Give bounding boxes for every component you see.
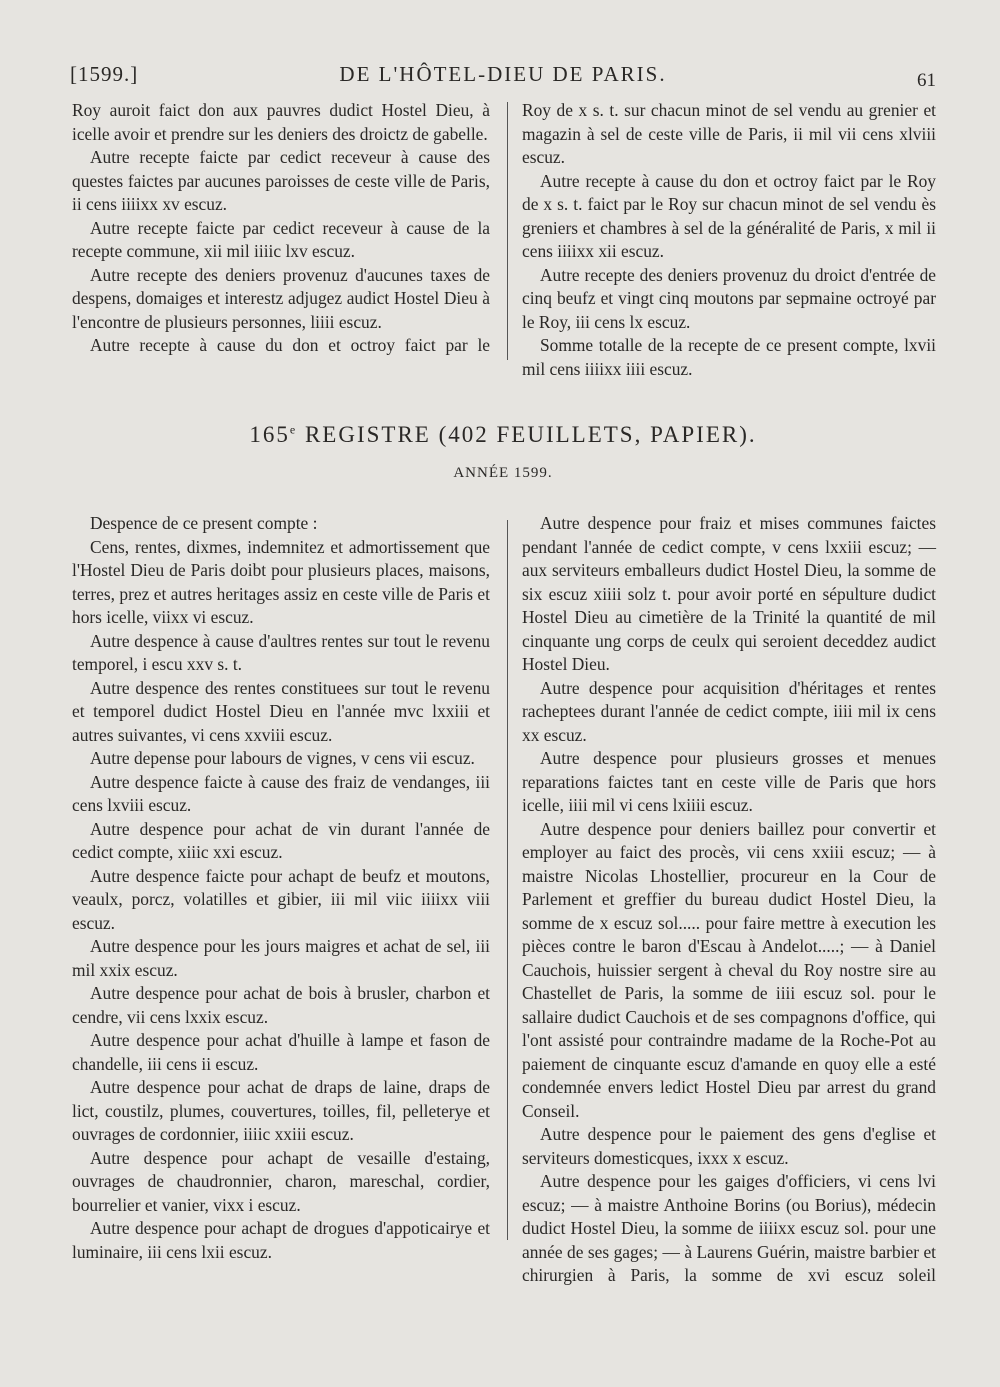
paragraph: Autre despence pour achat de bois à brusler, charbon et cendre, vii cens lxxix escuz. — [72, 983, 490, 1027]
paragraph: Autre recepte faicte par cedict receveur à cause des questes faictes par aucunes paroisses de ceste ville de Paris, ii cens iiiixx xv escuz. — [72, 147, 490, 214]
paragraph: Autre despence des rentes constituees sur tout le revenu et temporel dudict Hostel Dieu en l'année mvc lxxiii et autres suivantes, vi cens xxviii escuz. — [72, 677, 490, 745]
paragraph: Autre recepte faicte par cedict receveur à cause de la recepte commune, xii mil iiiic lxv escuz. — [72, 217, 490, 261]
paragraph: Cens, rentes, dixmes, indemnitez et admortissement que l'Hostel Dieu de Paris doibt pour plusieurs places, maisons, terres, prez et autres heritages assiz en ceste ville de Paris et hors icelle, viixx vi escuz. — [72, 536, 490, 627]
register-ordinal: e — [289, 422, 298, 437]
paragraph: Autre recepte des deniers provenuz d'aucunes taxes de despens, domaiges et interestz adjugez audict Hostel Dieu à l'encontre de plusieurs personnes, liiii escuz. — [72, 264, 490, 332]
paragraph: Autre despence pour les gaiges d'officiers, vi cens lvi escuz; — à maistre Anthoine Borins (ou Borius), médecin dudict Hostel Dieu, la somme de iiiixx escuz sol. pour une année de ses gages; — à Laurens Guérin, maistre barbier et chirurgien à Paris, la somme de xvi escuz soleil — [522, 1171, 936, 1285]
paragraph: Autre despence pour achapt de vesaille d'estaing, ouvrages de chaudronnier, charon, mareschal, cordier, bourrelier et vanier, vixx i escuz. — [72, 1147, 490, 1215]
paragraph: Autre despence pour fraiz et mises communes faictes pendant l'année de cedict compte, v cens lxxiii escuz; — aux serviteurs emballeurs dudict Hostel Dieu, la somme de six escuz xiiii solz t. pour avoir porté en sépulture dudict Hostel Dieu au cimetière de la Trinité la quantité de mil cinquante ung corps de ceulx qui seroient deceddez audict Hostel Dieu. — [522, 513, 936, 674]
header-year: [1599.] — [70, 62, 139, 86]
paragraph: Despence de ce present compte : — [90, 513, 318, 533]
paragraph: Autre despence pour les jours maigres et achat de sel, iii mil xxix escuz. — [72, 936, 490, 980]
paragraph: Autre despence pour achat de vin durant l'année de cedict compte, xiiic xxi escuz. — [72, 818, 490, 862]
paragraph: Roy auroit faict don aux pauvres dudict Hostel Dieu, à icelle avoir et prendre sur les deniers des droictz de gabelle. — [72, 100, 490, 144]
paragraph: Autre depense pour labours de vignes, v cens vii escuz. — [90, 748, 475, 768]
column-divider — [507, 520, 508, 1240]
paragraph: Autre despence faicte pour achapt de beufz et moutons, veaulx, porcz, volatilles et gibier, iii mil viic iiiixx viii escuz. — [72, 865, 490, 933]
paragraph: Autre despence à cause d'aultres rentes sur tout le revenu temporel, i escu xxv s. t. — [72, 630, 490, 674]
bottom-left-column — [72, 512, 490, 1264]
paragraph: Autre despence pour achapt de drogues d'appoticairye et luminaire, iii cens lxii escuz. — [72, 1218, 490, 1262]
register-number: 165 — [249, 422, 290, 447]
paragraph: Autre recepte à cause du don et octroy faict par le — [90, 335, 490, 355]
register-title: REGISTRE (402 FEUILLETS, PAPIER). — [304, 422, 757, 447]
bottom-right-column — [522, 512, 936, 1288]
top-left-column — [72, 99, 490, 358]
paragraph: Autre despence pour le paiement des gens d'eglise et serviteurs domesticques, ixxx x escuz. — [522, 1124, 936, 1168]
header-title: DE L'HÔTEL-DIEU DE PARIS. — [339, 62, 667, 86]
paragraph: Autre despence faicte à cause des fraiz de vendanges, iii cens lxviii escuz. — [72, 771, 490, 815]
page-number: 61 — [917, 70, 936, 91]
paragraph: Roy de x s. t. sur chacun minot de sel vendu au grenier et magazin à sel de ceste ville de Paris, ii mil vii cens xlviii escuz. — [522, 100, 936, 167]
year-label: ANNÉE 1599. — [453, 465, 553, 481]
column-divider — [507, 102, 508, 360]
paragraph: Autre despence pour achat de draps de laine, draps de lict, coustilz, plumes, couvertures, toilles, fil, pelleterye et ouvrages de cordonnier, iiiic xxiii escuz. — [72, 1077, 490, 1144]
paragraph: Autre recepte à cause du don et octroy faict par le Roy de x s. t. faict par le Roy sur chacun minot de sel vendu ès greniers et chambres à sel de la généralité de Paris, x mil ii cens iiiixx xii escuz. — [522, 170, 936, 261]
section-heading — [70, 422, 936, 448]
paragraph: Autre recepte des deniers provenuz du droict d'entrée de cinq beufz et vingt cinq moutons par sepmaine octroyé par le Roy, iii cens lx escuz. — [522, 264, 936, 332]
paragraph: Autre despence pour deniers baillez pour convertir et employer au faict des procès, vii cens xxiii escuz; — à maistre Nicolas Lhostellier, procureur en la Cour de Parlement et greffier du bureau dudict Hostel Dieu, la somme de x escuz sol..... pour faire mettre à execution les pièces contre le baron d'Escau à Andelot.....; — à Daniel Cauchois, huissier sergent à cheval du Roy nostre sire au Chastellet de Paris, la somme de iiii escuz sol. pour le sallaire dudict Cauchois et de ses compagnons d'office, qui l'ont assisté pour contraindre madame de la Roche-Pot au paiement de cinquante escuz d'amande en quoy elle a esté condemnée envers ledict Hostel Dieu par arrest du grand Conseil. — [522, 818, 936, 1121]
running-header — [70, 62, 936, 96]
paragraph: Autre despence pour acquisition d'héritages et rentes racheptees durant l'année de cedict compte, iiii mil ix cens xx escuz. — [522, 677, 936, 745]
paragraph: Somme totalle de la recepte de ce present compte, lxvii mil cens iiiixx iiii escuz. — [522, 335, 936, 379]
paragraph: Autre despence pour achat d'huille à lampe et fason de chandelle, iii cens ii escuz. — [72, 1030, 490, 1074]
paragraph: Autre despence pour plusieurs grosses et menues reparations faictes tant en ceste ville de Paris que hors icelle, iiii mil vi cens lxiiii escuz. — [522, 748, 936, 815]
top-right-column — [522, 99, 936, 381]
